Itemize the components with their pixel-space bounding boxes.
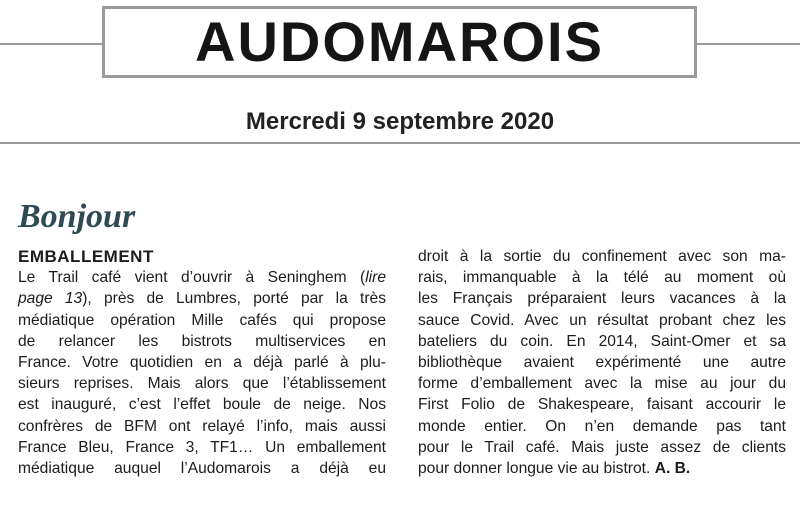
masthead-rule-left xyxy=(0,43,102,45)
text-line xyxy=(418,352,786,373)
text-segment: les Français préparaient leurs vacances à la xyxy=(418,290,786,308)
text-segment: France. Votre quotidien en a déjà parlé à plu- xyxy=(18,354,386,372)
text-segment: droit à la sortie du confinement avec son ma- xyxy=(418,248,786,265)
date-divider xyxy=(0,142,800,144)
text-line xyxy=(418,310,786,331)
text-segment: forme d’emballement avec la mise au jour du xyxy=(418,375,786,393)
text-line xyxy=(418,373,786,394)
text-segment: pour le Trail café. Mais juste assez de clients xyxy=(418,438,786,456)
text-line xyxy=(18,373,386,394)
text-line xyxy=(18,310,386,331)
column-2-text xyxy=(418,246,786,479)
article-column-2 xyxy=(418,246,786,479)
text-segment: médiatique auquel l’Audomarois a déjà eu xyxy=(18,460,386,478)
author-signature: A. B. xyxy=(654,460,691,478)
article-kicker: EMBALLEMENT xyxy=(18,247,154,266)
text-segment: bibliothèque avaient expérimenté une autre xyxy=(418,354,786,372)
text-line xyxy=(18,416,386,437)
column-1-text xyxy=(18,267,386,479)
page-reference: lire xyxy=(365,269,386,287)
publication-date: Mercredi 9 septembre 2020 xyxy=(245,108,555,135)
text-segment: de relancer les bistrots multiservices en xyxy=(18,332,386,350)
masthead xyxy=(102,6,697,78)
text-line xyxy=(18,352,386,373)
text-line xyxy=(418,394,786,415)
text-line xyxy=(418,331,786,352)
masthead-title: AUDOMAROIS xyxy=(195,10,604,73)
text-line xyxy=(418,246,786,267)
text-segment: médiatique opération Mille cafés qui propose xyxy=(18,311,386,329)
text-line xyxy=(18,458,386,479)
text-segment: est inauguré, c’est l’effet boule de neige. Nos xyxy=(18,396,386,414)
text-line xyxy=(418,267,786,288)
text-segment: sauce Covid. Avec un résultat probant chez les xyxy=(418,311,786,329)
text-segment: bateliers du coin. En 2014, Saint-Omer et sa xyxy=(418,332,786,350)
text-segment: pour donner longue vie au bistrot. xyxy=(418,460,651,478)
text-line xyxy=(418,288,786,309)
text-line xyxy=(18,437,386,458)
page-reference: page 13 xyxy=(18,290,83,308)
text-line xyxy=(418,416,786,437)
text-segment: confrères de BFM ont relayé l’info, mais aussi xyxy=(18,417,386,435)
text-line xyxy=(418,458,786,479)
article-column-1 xyxy=(18,246,386,479)
masthead-rule-right xyxy=(697,43,800,45)
text-line xyxy=(18,394,386,415)
text-line xyxy=(418,437,786,458)
section-title: Bonjour xyxy=(18,198,136,235)
text-segment: France Bleu, France 3, TF1… Un emballement xyxy=(18,438,386,456)
text-segment: rais, immanquable à la télé au moment où xyxy=(418,269,786,287)
text-segment: Le Trail café vient d’ouvrir à Seninghem ( xyxy=(18,269,366,287)
text-line xyxy=(18,331,386,352)
text-line xyxy=(18,267,386,288)
text-segment: sieurs reprises. Mais alors que l’établissement xyxy=(18,375,386,393)
text-segment: ), près de Lumbres, porté par la très xyxy=(82,290,386,308)
text-line xyxy=(18,288,386,309)
text-segment: monde entier. On n’en demande pas tant xyxy=(418,417,786,435)
text-segment: First Folio de Shakespeare, faisant accourir le xyxy=(418,396,786,414)
